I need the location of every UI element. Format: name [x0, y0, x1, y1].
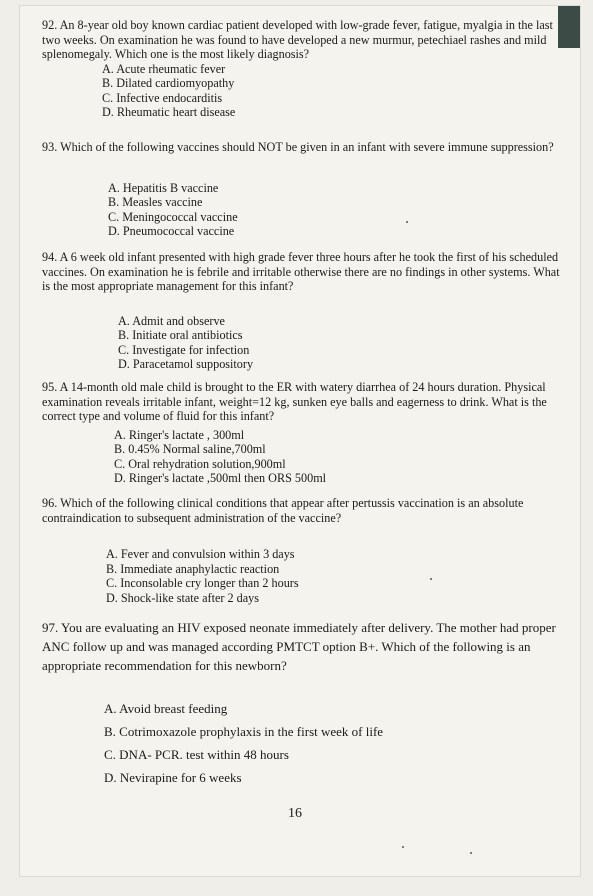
question-92: [42, 18, 562, 120]
option-c: C. DNA- PCR. test within 48 hours: [104, 747, 289, 762]
question-number: 94.: [42, 250, 58, 264]
exam-page: [20, 6, 580, 876]
paper-speck: [470, 852, 472, 854]
option-list: [108, 181, 562, 239]
question-stem: An 8-year old boy known cardiac patient developed with low-grade fever, fatigue, myalgia in the last two weeks. On examination he was found to have developed a new murmur, petechiael rashes and mild splenomegaly. Which one is the most likely diagnosis?: [42, 18, 553, 61]
option-d: D. Rheumatic heart disease: [102, 105, 236, 119]
option-a: A. Ringer's lactate , 300ml: [114, 427, 245, 442]
page-number: 16: [288, 806, 302, 821]
option-c: C. Investigate for infection: [118, 342, 250, 357]
option-d: D. Pneumococcal vaccine: [108, 224, 235, 238]
question-number: 96.: [42, 496, 58, 510]
option-a: A. Admit and observe: [118, 313, 225, 328]
question-number: 95.: [42, 380, 58, 394]
paper-speck: [430, 578, 432, 580]
option-b: B. 0.45% Normal saline,700ml: [114, 442, 266, 456]
option-list: [114, 428, 562, 486]
option-list: [106, 547, 562, 605]
option-b: B. Immediate anaphylactic reaction: [106, 561, 280, 576]
option-list: [118, 314, 562, 372]
option-d: D. Nevirapine for 6 weeks: [104, 770, 242, 785]
option-c: C. Infective endocarditis: [102, 90, 223, 105]
question-stem: A 6 week old infant presented with high grade fever three hours after he took the first of his scheduled vaccines. On examination he is febrile and irritable otherwise there are no findings in other systems. What is the most appropriate management for this infant?: [42, 250, 560, 293]
question-number: 97.: [42, 620, 59, 635]
option-a: A. Hepatitis B vaccine: [108, 180, 219, 195]
question-stem: Which of the following vaccines should NOT be given in an infant with severe immune suppression?: [60, 140, 554, 154]
option-list: [104, 697, 562, 789]
option-b: B. Initiate oral antibiotics: [118, 328, 243, 342]
option-b: B. Dilated cardiomyopathy: [102, 76, 235, 90]
question-stem: Which of the following clinical conditions that appear after pertussis vaccination is an absolute contraindication to subsequent administration of the vaccine?: [42, 496, 524, 525]
option-a: A. Fever and convulsion within 3 days: [106, 547, 295, 561]
paper-speck: [402, 846, 404, 848]
option-c: C. Inconsolable cry longer than 2 hours: [106, 576, 299, 590]
option-d: D. Shock-like state after 2 days: [106, 590, 259, 605]
question-number: 92.: [42, 18, 58, 32]
option-d: D. Paracetamol suppository: [118, 357, 254, 371]
option-a: A. Acute rheumatic fever: [102, 61, 226, 76]
question-96: [42, 496, 562, 605]
option-b: B. Cotrimoxazole prophylaxis in the first week of life: [104, 724, 384, 739]
paper-speck: [406, 221, 408, 223]
question-stem: A 14-month old male child is brought to the ER with watery diarrhea of 24 hours duration. Physical examination reveals irritable infant, weight=12 kg, sunken eye balls and eagerness to drink. What is the correct type and volume of fluid for this infant?: [42, 380, 547, 423]
question-94: [42, 250, 562, 372]
question-stem: You are evaluating an HIV exposed neonate immediately after delivery. The mother had proper ANC follow up and was managed according PMTCT option B+. Which of the following is an appropriate recommendation for this newborn?: [42, 620, 556, 673]
option-c: C. Oral rehydration solution,900ml: [114, 456, 286, 471]
option-a: A. Avoid breast feeding: [104, 701, 228, 716]
question-97: [42, 618, 562, 789]
option-list: [102, 62, 562, 120]
option-d: D. Ringer's lactate ,500ml then ORS 500ml: [114, 471, 327, 485]
question-number: 93.: [42, 140, 58, 154]
question-95: [42, 380, 562, 486]
question-93: [42, 140, 562, 239]
option-c: C. Meningococcal vaccine: [108, 209, 238, 224]
option-b: B. Measles vaccine: [108, 195, 203, 209]
